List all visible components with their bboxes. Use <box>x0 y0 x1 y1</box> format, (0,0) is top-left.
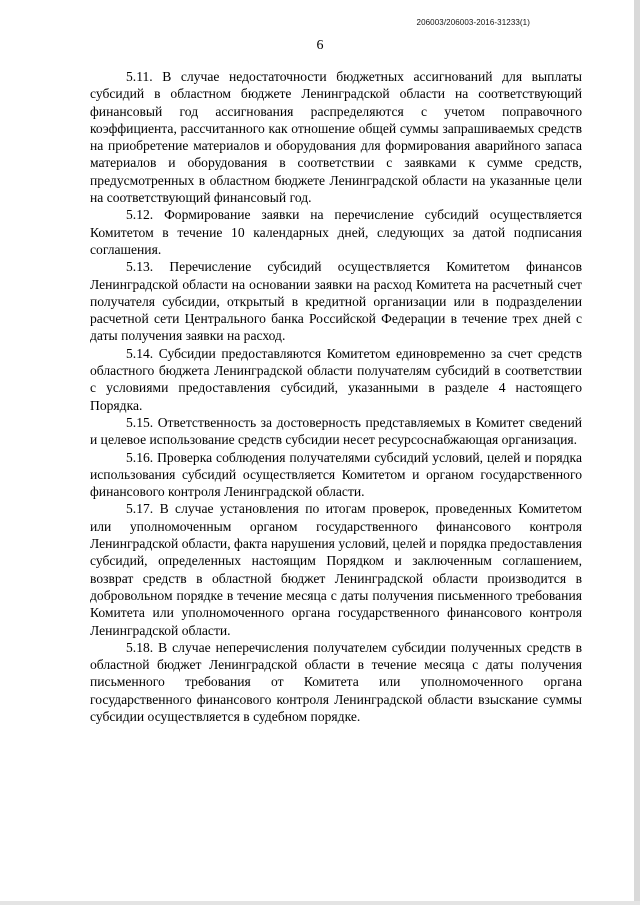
document-body <box>90 68 582 725</box>
document-code: 206003/206003-2016-31233(1) <box>416 18 530 27</box>
paragraph-5-11: 5.11. В случае недостаточности бюджетных ассигнований для выплаты субсидий в областном бюджете Ленинградской области на соответствующий финансовый год ассигнования распределяются с учетом поправочного коэффициента, рассчитанного как отношение общей суммы запрашиваемых средств на приобретение материалов и оборудования для формирования аварийного запаса материалов и оборудования в соответствии с заявками к сумме средств, предусмотренных в областном бюджете Ленинградской области на указанные цели на соответствующий финансовый год. <box>90 69 582 206</box>
scan-edge-right <box>634 0 640 905</box>
paragraph-5-13: 5.13. Перечисление субсидий осуществляется Комитетом финансов Ленинградской области на основании заявки на расход Комитета на расчетный счет получателя субсидии, открытый в кредитной организации или в подразделении расчетной сети Центрального банка Российской Федерации в течение трех дней с даты получения заявки на расход. <box>90 259 582 344</box>
paragraph-5-18: 5.18. В случае неперечисления получателем субсидии полученных средств в областной бюджет Ленинградской области в течение месяца с даты получения письменного требования от Комитета или уполномоченного органа государственного финансового контроля Ленинградской области взыскание суммы субсидии осуществляется в судебном порядке. <box>90 639 582 724</box>
paragraph-5-14: 5.14. Субсидии предоставляются Комитетом единовременно за счет средств областного бюджета Ленинградской области получателям субсидий в соответствии с условиями предоставления субсидий, указанными в разделе 4 настоящего Порядка. <box>90 345 582 413</box>
page-number: 6 <box>316 38 324 53</box>
paragraph-5-15: 5.15. Ответственность за достоверность представляемых в Комитет сведений и целевое использование средств субсидии несет ресурсоснабжающая организация. <box>90 414 582 448</box>
scan-edge-bottom <box>0 901 640 905</box>
paragraph-5-12: 5.12. Формирование заявки на перечисление субсидий осуществляется Комитетом в течение 10 календарных дней, следующих за датой подписания соглашения. <box>90 207 582 257</box>
paragraph-5-16: 5.16. Проверка соблюдения получателями субсидий условий, целей и порядка использования субсидий осуществляется Комитетом и органом государственного финансового контроля Ленинградской области. <box>90 449 582 500</box>
paragraph-5-17: 5.17. В случае установления по итогам проверок, проведенных Комитетом или уполномоченным органом государственного финансового контроля Ленинградской области, факта нарушения условий, целей и порядка предоставления субсидий, определенных настоящим Порядком и заключенным соглашением, возврат средств в областной бюджет Ленинградской области производится в добровольном порядке в течение месяца с даты получения письменного требования Комитета или уполномоченного органа государственного финансового контроля Ленинградской области. <box>90 501 582 638</box>
